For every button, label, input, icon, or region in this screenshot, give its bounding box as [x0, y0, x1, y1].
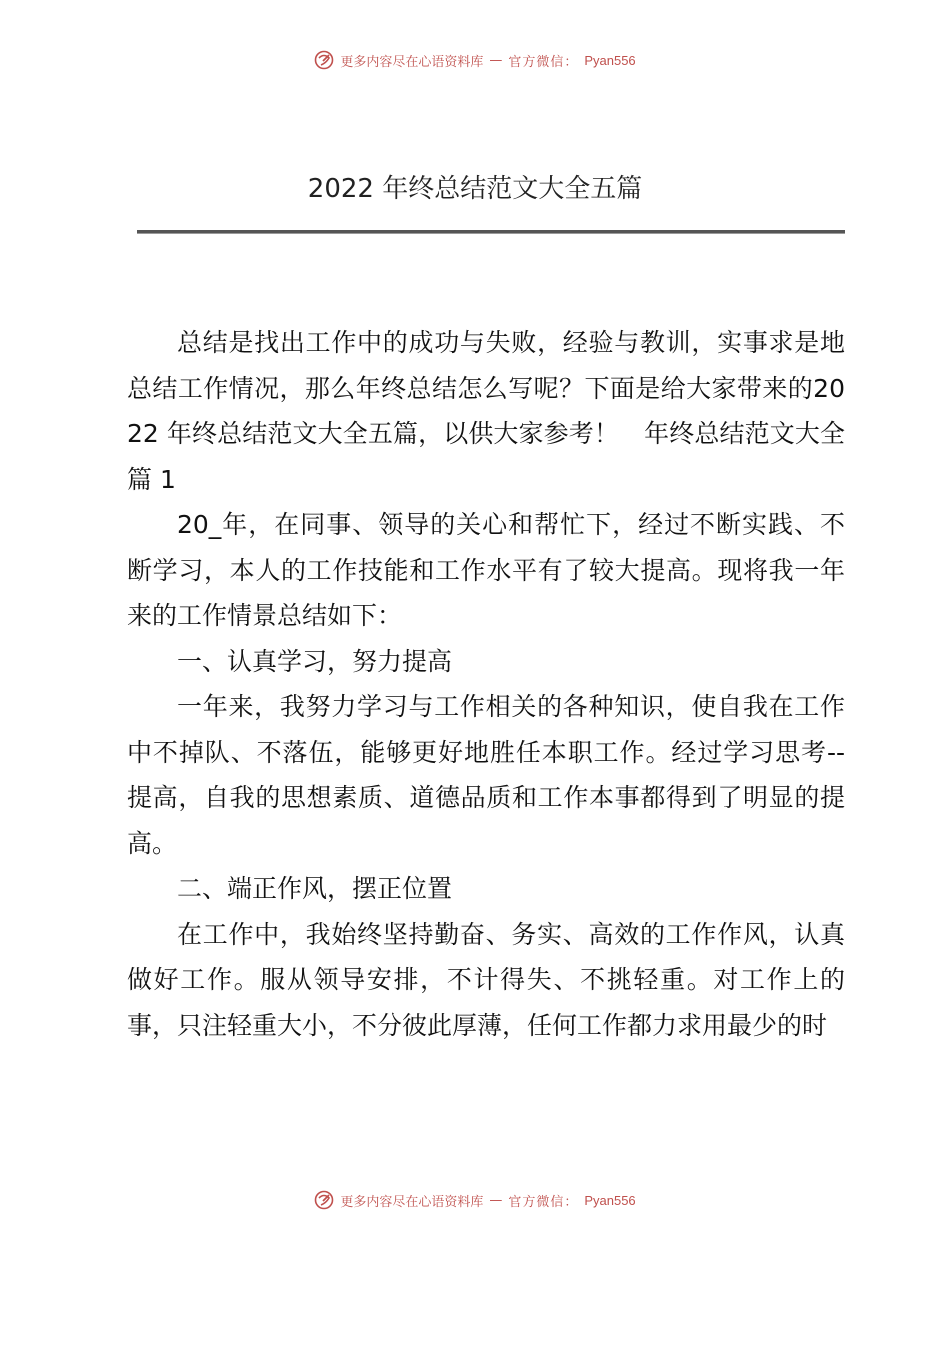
banner-text: 更多内容尽在心语资料库 [340, 1194, 484, 1210]
heart-pen-logo-icon [314, 50, 334, 70]
banner-text: 更多内容尽在心语资料库 [340, 54, 484, 70]
banner-separator: — [489, 1192, 503, 1208]
paragraph: 总结是找出工作中的成功与失败，经验与教训，实事求是地总结工作情况，那么年终总结怎么写呢？下面是给大家带来的2022 年终总结范文大全五篇，以供大家参考！ 年终总结范文大全篇 1 [127, 328, 845, 494]
banner-wechat-label: 官方微信： [508, 1194, 579, 1210]
header-banner [0, 50, 950, 70]
banner-separator: — [489, 52, 503, 68]
banner-wechat-id: Pyan556 [584, 52, 636, 68]
document-body [127, 320, 845, 1048]
banner-wechat-label: 官方微信： [508, 54, 579, 70]
section-heading: 一、认真学习，努力提高 [177, 646, 453, 676]
paragraph: 20_年，在同事、领导的关心和帮忙下，经过不断实践、不断学习，本人的工作技能和工作水平有了较大提高。现将我一年来的工作情景总结如下： [127, 510, 845, 630]
footer-banner [0, 1190, 950, 1210]
title-divider [137, 230, 845, 233]
banner-wechat-id: Pyan556 [584, 1192, 636, 1208]
heart-pen-logo-icon [314, 1190, 334, 1210]
paragraph: 在工作中，我始终坚持勤奋、务实、高效的工作作风，认真做好工作。服从领导安排，不计得失、不挑轻重。对工作上的事，只注轻重大小，不分彼此厚薄，任何工作都力求用最少的时 [127, 919, 845, 1040]
section-heading: 二、端正作风，摆正位置 [177, 874, 453, 903]
document-title: 2022 年终总结范文大全五篇 [307, 174, 643, 204]
paragraph: 一年来，我努力学习与工作相关的各种知识，使自我在工作中不掉队、不落伍，能够更好地胜任本职工作。经过学习思考--提高，自我的思想素质、道德品质和工作本事都得到了明显的提高。 [127, 692, 845, 858]
